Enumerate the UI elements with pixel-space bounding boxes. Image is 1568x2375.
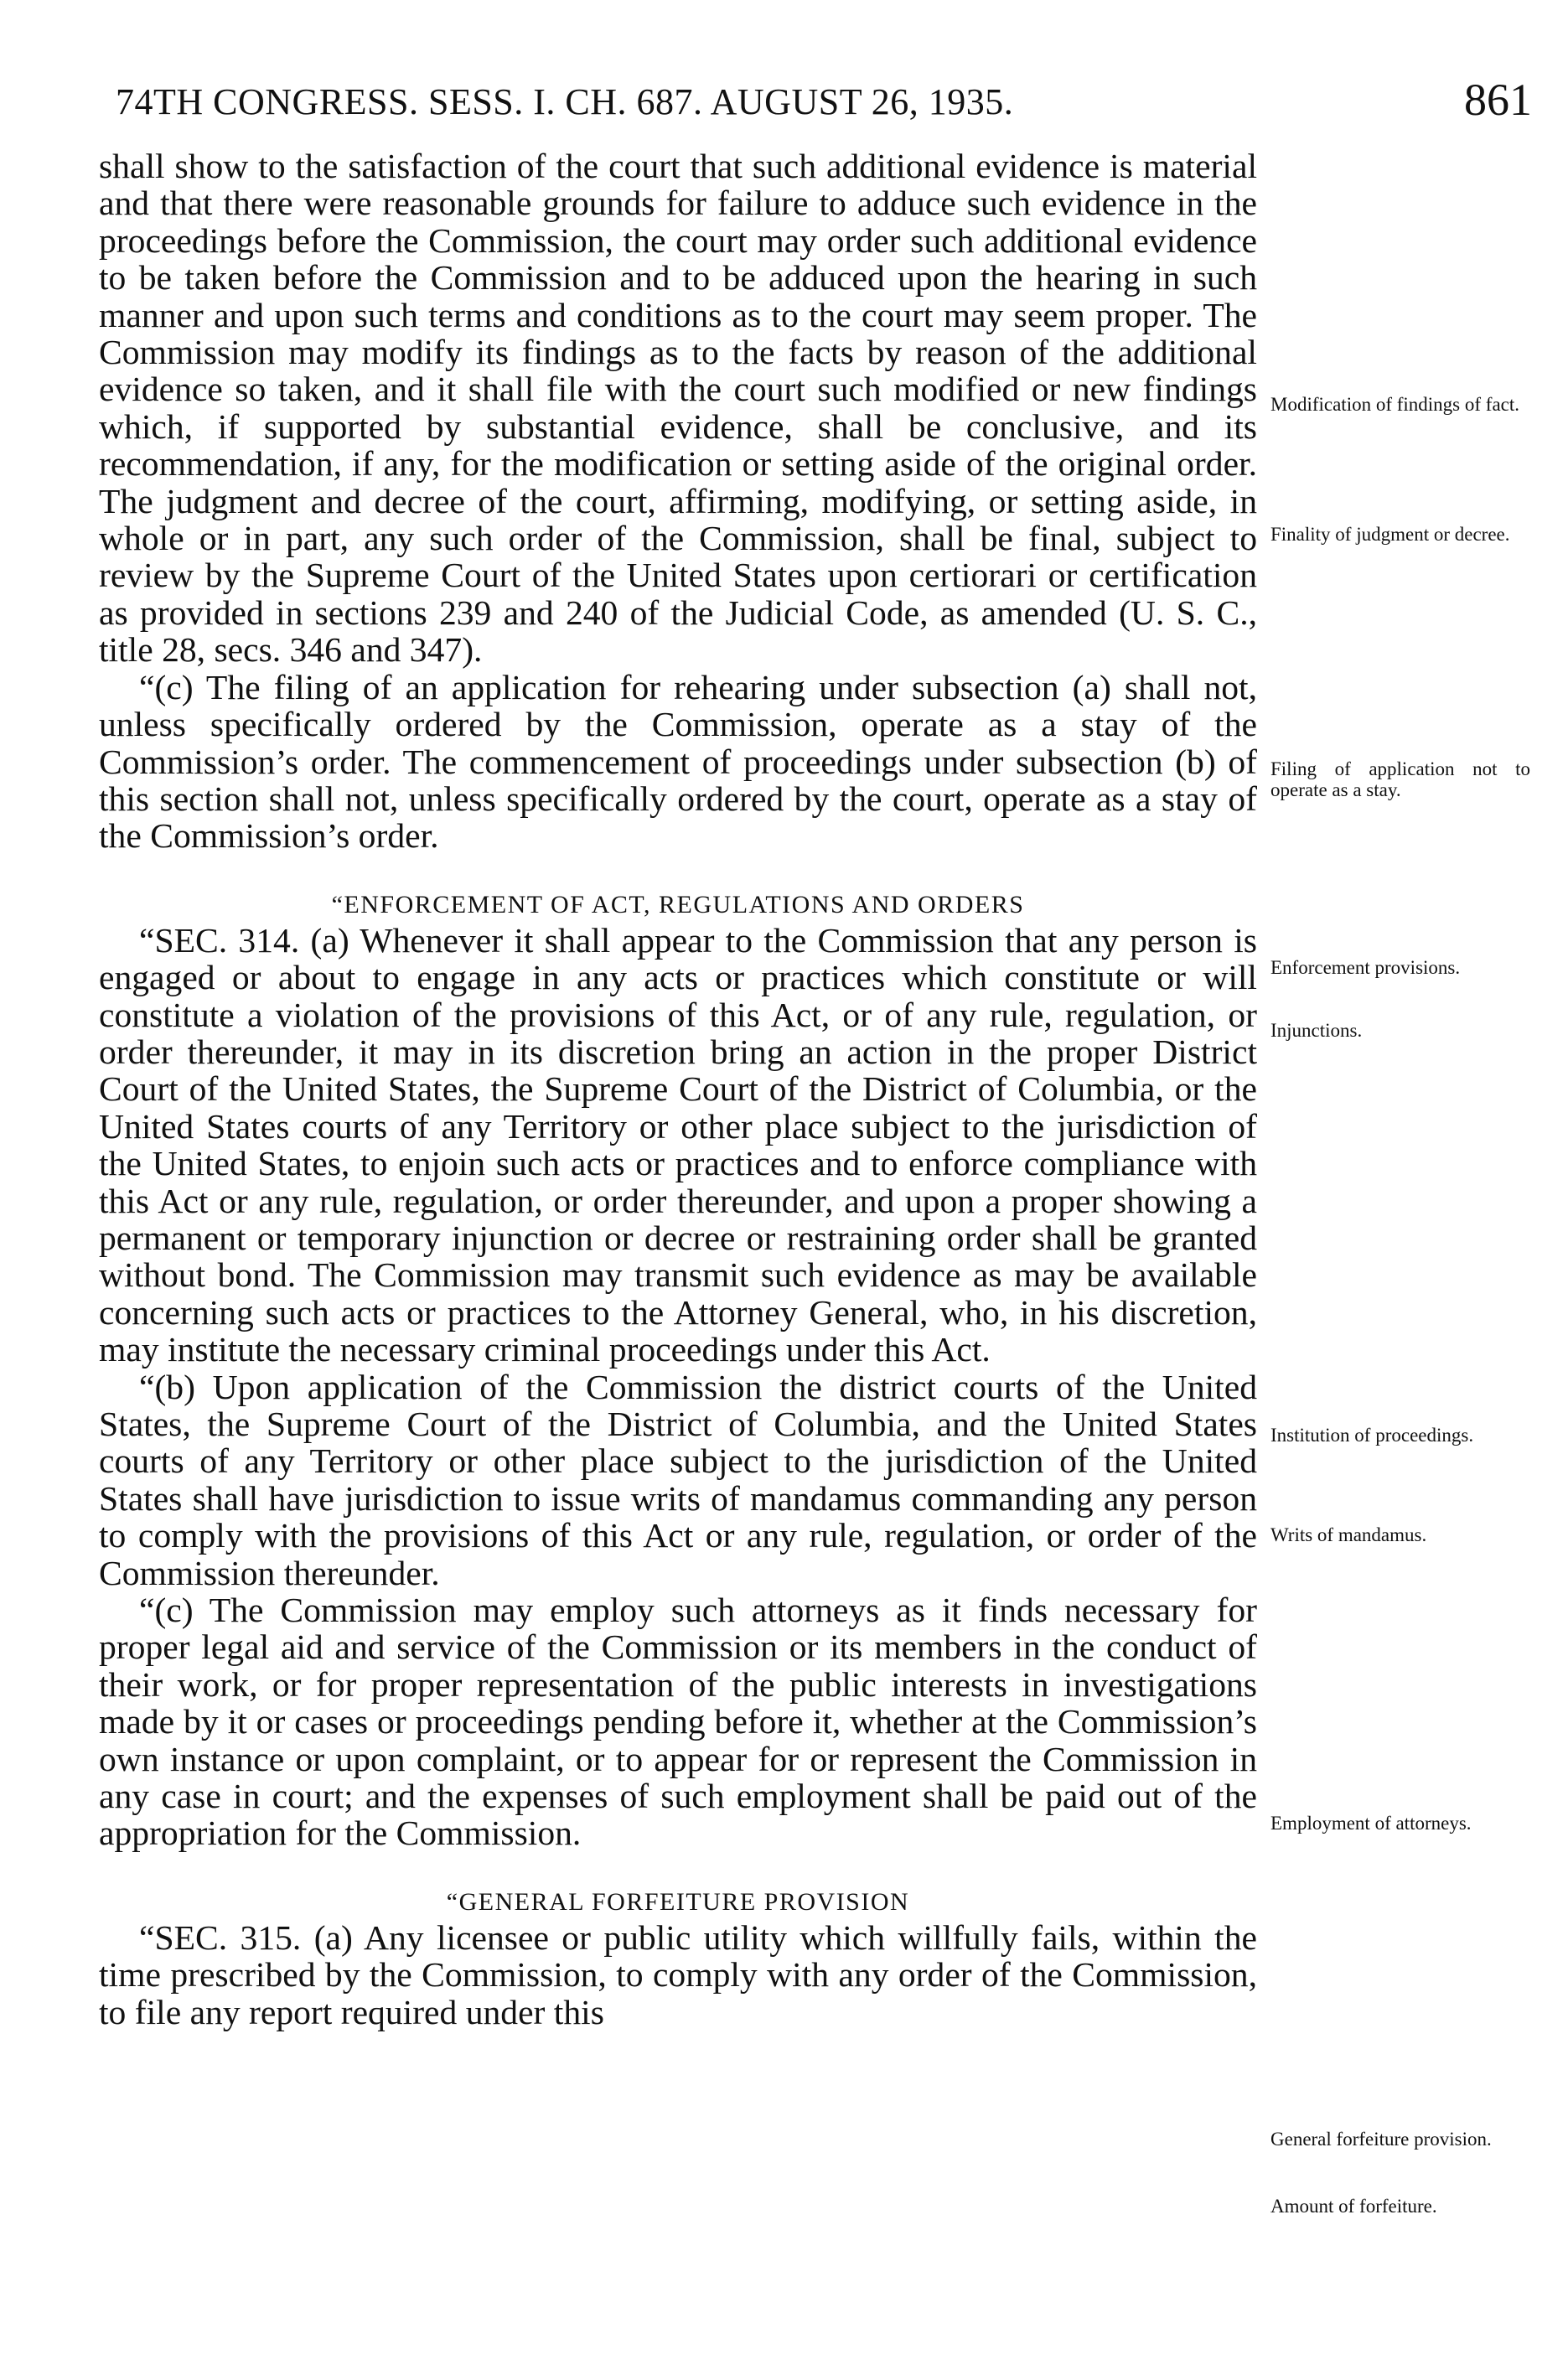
- paragraph-filing-application: “(c) The filing of an application for rehearing under subsection (a) shall not, unless specifically ordered by the Commission, operate as a stay of the Commission’s order. The commencement of proceedings under subsection (b) of this section shall not, unless specifically ordered by the court, operate as a stay of the Commission’s order.: [99, 667, 1257, 856]
- paragraph-sec-314-b: “(b) Upon application of the Commission the district courts of the United States, the Supreme Court of the District of Columbia, and the United States courts of any Territory or other place subject to the jurisdiction of the United States shall have jurisdiction to issue writs of mandamus commanding any person to comply with the provisions of this Act or any rule, regulation, or order of the Commission thereunder.: [99, 1367, 1257, 1592]
- body-text: [99, 147, 1257, 2031]
- running-head: 74TH CONGRESS. SESS. I. CH. 687. AUGUST 26, 1935.: [116, 81, 1014, 122]
- paragraph-additional-evidence: shall show to the satisfaction of the court that such additional evidence is material and that there were reasonable grounds for failure to adduce such evidence in the proceedings before the Commission, the court may order such additional evidence to be taken before the Commission and to be adduced upon the hearing in such manner and upon such terms and conditions as to the court may seem proper. The Commission may modify its findings as to the facts by reason of the additional evidence so taken, and it shall file with the court such modified or new findings which, if supported by substantial evidence, shall be conclusive, and its recommendation, if any, for the modification or setting aside of the original order. The judgment and decree of the court, affirming, modifying, or setting aside, in whole or in part, any such order of the Commission, shall be final, subject to review by the Supreme Court of the United States upon certiorari or certification as provided in sections 239 and 240 of the Judicial Code, as amended (U. S. C., title 28, secs. 346 and 347).: [99, 147, 1257, 670]
- margin-note-modification: Modification of findings of fact.: [1270, 394, 1520, 415]
- paragraph-sec-315-a: “SEC. 315. (a) Any licensee or public utility which willfully fails, within the time prescribed by the Commission, to comply with any order of the Commission, to file any report required under this: [99, 1917, 1257, 2031]
- margin-note-general-forfeiture: General forfeiture provision.: [1270, 2129, 1492, 2150]
- margin-note-finality: Finality of judgment or decree.: [1270, 524, 1510, 545]
- margin-note-attorneys: Employment of attorneys.: [1270, 1813, 1472, 1834]
- margin-note-amount-forfeiture: Amount of forfeiture.: [1270, 2196, 1437, 2217]
- page-number: 861: [1464, 75, 1532, 125]
- paragraph-sec-314-a: “SEC. 314. (a) Whenever it shall appear to the Commission that any person is engaged or about to engage in any acts or practices which constitute or will constitute a violation of the provisions of this Act, or of any rule, regulation, or order thereunder, it may in its discretion bring an action in the proper District Court of the United States, the Supreme Court of the District of Columbia, or the United States courts of any Territory or other place subject to the jurisdiction of the United States, to enjoin such acts or practices and to enforce compliance with this Act or any rule, regulation, or order thereunder, and upon a proper showing a permanent or temporary injunction or decree or restraining order shall be granted without bond. The Commission may transmit such evidence as may be available concerning such acts or practices to the Attorney General, who, in his discretion, may institute the necessary criminal proceedings under this Act.: [99, 920, 1257, 1369]
- margin-note-mandamus: Writs of mandamus.: [1270, 1524, 1427, 1545]
- margin-notes: [1270, 0, 1530, 2375]
- margin-note-institution: Institution of proceedings.: [1270, 1425, 1474, 1446]
- paragraph-sec-314-c: “(c) The Commission may employ such attorneys as it finds necessary for proper legal aid and service of the Commission or its members in the conduct of their work, or for proper representation of the public interests in investigations made by it or cases or proceedings pending before it, whether at the Commission’s own instance or upon complaint, or to appear for or represent the Commission in any case in court; and the expenses of such employment shall be paid out of the appropriation for the Commission.: [99, 1591, 1257, 1853]
- margin-note-filing-stay: Filing of application not to operate as a stay.: [1270, 758, 1530, 800]
- section-heading-enforcement: “ENFORCEMENT OF ACT, REGULATIONS AND ORDERS: [331, 890, 1025, 918]
- margin-note-enforcement: Enforcement provisions.: [1270, 957, 1461, 978]
- margin-note-injunctions: Injunctions.: [1270, 1020, 1363, 1041]
- section-heading-forfeiture: “GENERAL FORFEITURE PROVISION: [446, 1887, 910, 1916]
